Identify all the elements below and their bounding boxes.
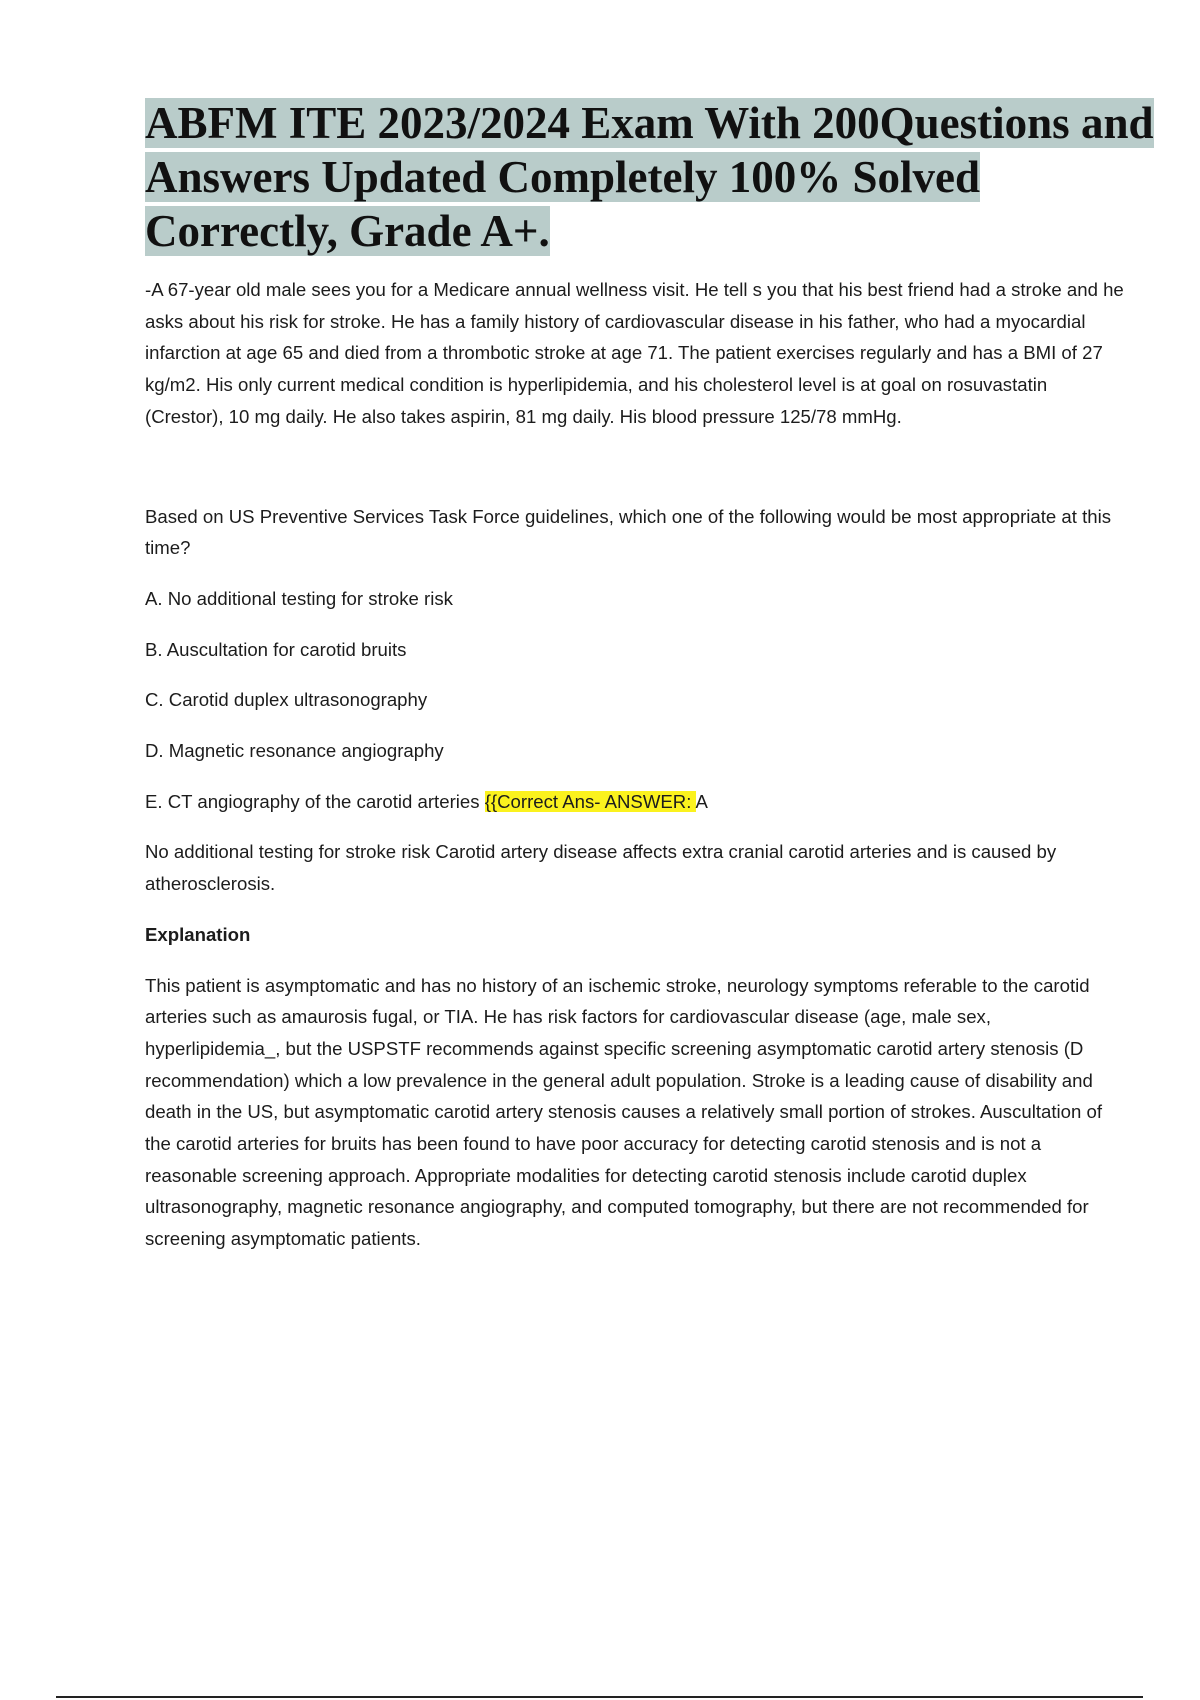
- footer-divider: [56, 1696, 1143, 1698]
- option-b: B. Auscultation for carotid bruits: [145, 638, 407, 660]
- document-title: [145, 96, 1165, 258]
- answer-marker-highlight: {{Correct Ans- ANSWER:: [484, 790, 696, 812]
- answer-letter: A: [695, 790, 708, 812]
- option-a: A. No additional testing for stroke risk: [145, 587, 453, 609]
- option-c: C. Carotid duplex ultrasonography: [145, 689, 428, 711]
- explanation-heading: Explanation: [145, 923, 251, 945]
- answer-text: No additional testing for stroke risk Carotid artery disease affects extra cranial carotid arteries and is caused by atherosclerosis.: [145, 841, 1057, 895]
- option-e-text: E. CT angiography of the carotid arteries: [145, 790, 485, 812]
- option-d: D. Magnetic resonance angiography: [145, 740, 444, 762]
- question-prompt: Based on US Preventive Services Task Force guidelines, which one of the following would be most appropriate at this time?: [145, 505, 1112, 559]
- document-body: [145, 274, 1125, 1255]
- option-e: [145, 786, 1125, 818]
- title-highlight: ABFM ITE 2023/2024 Exam With 200Questions and Answers Updated Completely 100% Solved Correctly, Grade A+.: [145, 98, 1154, 256]
- question-stem: -A 67-year old male sees you for a Medicare annual wellness visit. He tell s you that his best friend had a stroke and he asks about his risk for stroke. He has a family history of cardiovascular disease in his father, who had a myocardial infarction at age 65 and died from a thrombotic stroke at age 71. The patient exercises regularly and has a BMI of 27 kg/m2. His only current medical condition is hyperlipidemia, and his cholesterol level is at goal on rosuvastatin (Crestor), 10 mg daily. He also takes aspirin, 81 mg daily. His blood pressure 125/78 mmHg.: [145, 279, 1124, 427]
- explanation-text: This patient is asymptomatic and has no history of an ischemic stroke, neurology symptoms referable to the carotid arteries such as amaurosis fugal, or TIA. He has risk factors for cardiovascular disease (age, male sex, hyperlipidemia_, but the USPSTF recommends against specific screening asymptomatic carotid artery stenosis (D recommendation) which a low prevalence in the general adult population. Stroke is a leading cause of disability and death in the US, but asymptomatic carotid artery stenosis causes a relatively small portion of strokes. Auscultation of the carotid arteries for bruits has been found to have poor accuracy for detecting carotid stenosis and is not a reasonable screening approach. Appropriate modalities for detecting carotid stenosis include carotid duplex ultrasonography, magnetic resonance angiography, and computed tomography, but there are not recommended for screening asymptomatic patients.: [145, 974, 1102, 1250]
